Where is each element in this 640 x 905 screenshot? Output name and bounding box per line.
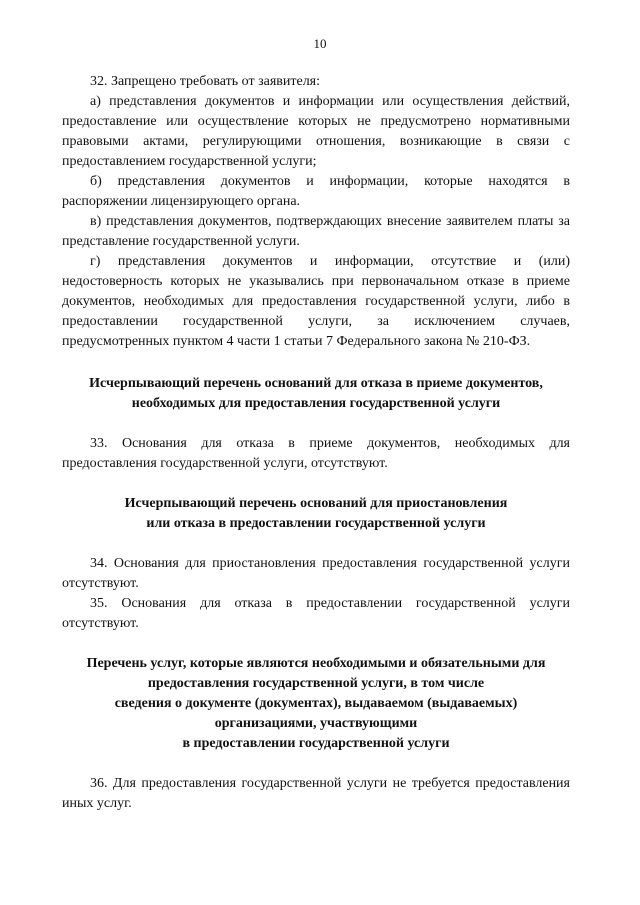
heading-line: организациями, участвующими (214, 716, 418, 731)
paragraph-32-v: в) представления документов, подтверждающих внесение заявителем платы за представление государственной услуги. (62, 214, 570, 249)
paragraph-33: 33. Основания для отказа в приеме документов, необходимых для предоставления государственной услуги, отсутствуют. (62, 436, 570, 471)
paragraph-32-g: г) представления документов и информации, отсутствие и (или) недостоверность которых не указывались при первоначальном отказе в приеме документов, необходимых для предоставления государственной услуги, либо в предоставлении государственной услуги, за исключением случаев, предусмотренных пунктом 4 части 1 статьи 7 Федерального закона № 210-ФЗ. (62, 254, 570, 349)
section-heading-suspension (62, 494, 570, 534)
heading-line: Исчерпывающий перечень оснований для отказа в приеме документов, (89, 376, 543, 391)
heading-line: в предоставлении государственной услуги (182, 736, 450, 751)
paragraph-36: 36. Для предоставления государственной услуги не требуется предоставления иных услуг. (62, 776, 570, 811)
document-body (62, 72, 570, 814)
paragraph-35: 35. Основания для отказа в предоставлении государственной услуги отсутствуют. (62, 596, 570, 631)
paragraph-32-intro: 32. Запрещено требовать от заявителя: (90, 74, 321, 89)
section-heading-refusal-documents (62, 374, 570, 414)
heading-line: Перечень услуг, которые являются необходимыми и обязательными для (86, 656, 546, 671)
paragraph-32-b: б) представления документов и информации, которые находятся в распоряжении лицензирующего органа. (62, 174, 570, 209)
heading-line: или отказа в предоставлении государственной услуги (146, 516, 486, 531)
heading-line: Исчерпывающий перечень оснований для приостановления (124, 496, 508, 511)
page-number: 10 (313, 36, 327, 51)
heading-line: сведения о документе (документах), выдаваемом (выдаваемых) (114, 696, 518, 711)
paragraph-34: 34. Основания для приостановления предоставления государственной услуги отсутствуют. (62, 556, 570, 591)
paragraph-32-a: а) представления документов и информации или осуществления действий, предоставление или осуществление которых не предусмотрено нормативными правовыми актами, регулирующими отношения, возникающие в связи с предоставлением государственной услуги; (62, 94, 570, 169)
heading-line: предоставления государственной услуги, в том числе (147, 676, 485, 691)
heading-line: необходимых для предоставления государственной услуги (131, 396, 501, 411)
section-heading-required-services (62, 654, 570, 754)
